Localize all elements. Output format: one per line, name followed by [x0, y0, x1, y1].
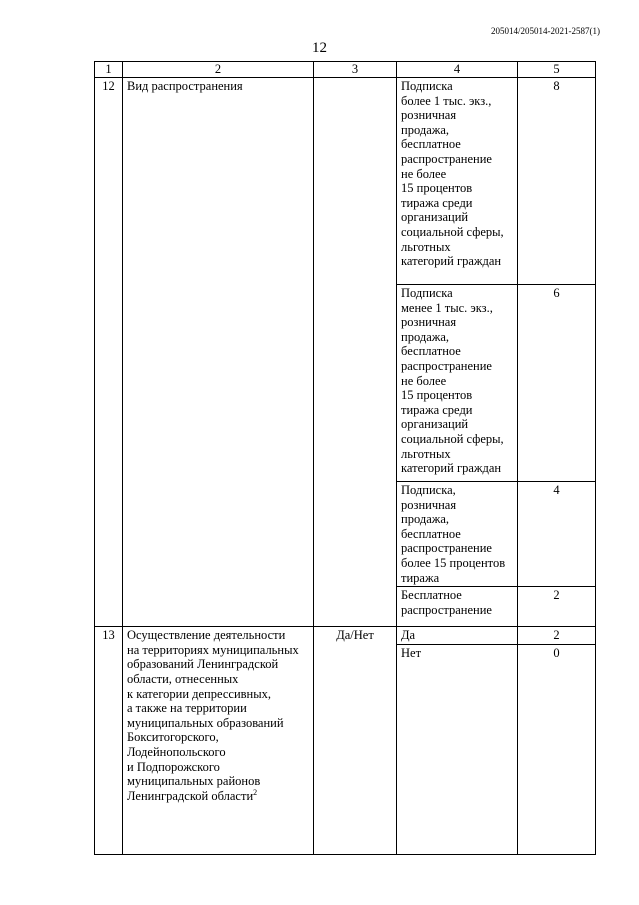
header-col-3: 3 — [314, 62, 397, 78]
score-cell: 0 — [518, 644, 596, 854]
score-cell: 2 — [518, 587, 596, 627]
header-col-1: 1 — [95, 62, 123, 78]
page-number: 12 — [312, 40, 327, 56]
header-col-4: 4 — [397, 62, 518, 78]
criterion-cell: Вид распространения — [123, 78, 314, 627]
option-cell: Подписка менее 1 тыс. экз., розничная продажа, бесплатное распространение не более 15 процентов тиража среди организаций социальной сферы, льготных категорий граждан — [397, 285, 518, 482]
unit-cell: Да/Нет — [314, 627, 397, 855]
header-col-5: 5 — [518, 62, 596, 78]
table-row — [95, 78, 596, 285]
option-cell: Бесплатное распространение — [397, 587, 518, 627]
header-row — [95, 62, 596, 78]
option-cell: Подписка более 1 тыс. экз., розничная продажа, бесплатное распространение не более 15 процентов тиража среди организаций социальной сферы, льготных категорий граждан — [397, 78, 518, 285]
criterion-cell — [123, 627, 314, 855]
score-cell: 2 — [518, 627, 596, 645]
footnote-marker: 2 — [253, 787, 258, 797]
document-id: 205014/205014-2021-2587(1) — [491, 26, 600, 36]
row-number: 12 — [95, 78, 123, 627]
criteria-table — [94, 61, 596, 855]
score-cell: 8 — [518, 78, 596, 285]
score-cell: 6 — [518, 285, 596, 482]
option-cell: Подписка, розничная продажа, бесплатное распространение более 15 процентов тиража — [397, 482, 518, 587]
score-cell: 4 — [518, 482, 596, 587]
table-row — [95, 627, 596, 645]
option-cell: Да — [397, 627, 518, 645]
option-cell: Нет — [397, 644, 518, 854]
unit-cell — [314, 78, 397, 627]
header-col-2: 2 — [123, 62, 314, 78]
criterion-text: Осуществление деятельности на территориях муниципальных образований Ленинградской области, отнесенных к категории депрессивных, а также на территории муниципальных образований Бокситогорского, Лодейнопольского и Подпорожского муниципальных районов Ленинградской области — [127, 628, 299, 803]
row-number: 13 — [95, 627, 123, 855]
